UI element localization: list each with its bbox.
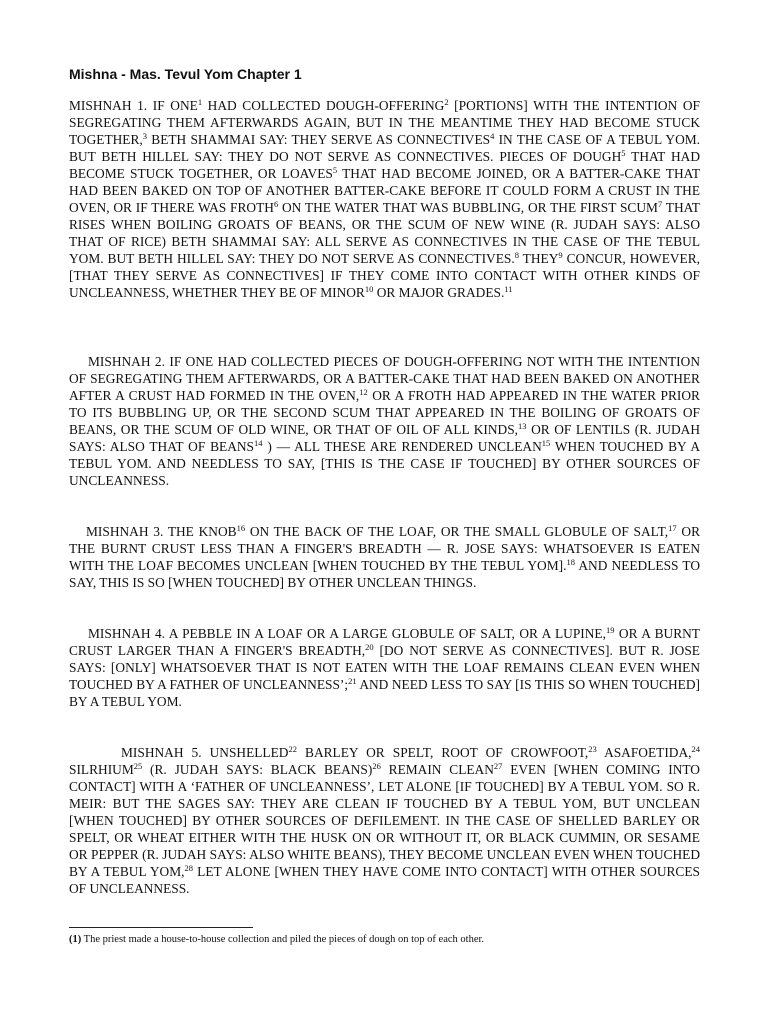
footnote-reference: 19 (605, 625, 615, 635)
footnote-divider (69, 927, 253, 928)
paragraph-text: MISHNAH 1. IF ONE (69, 98, 198, 113)
paragraph-text: HAD COLLECTED DOUGH-OFFERING (202, 98, 445, 113)
footnote-reference: 24 (691, 744, 700, 754)
footnote-text: The priest made a house-to-house collection and piled the pieces of dough on top of each other. (81, 934, 485, 945)
paragraph-text: THAT HAD BECOME JOINED, OR A BATTER-CAKE THAT HAD BEEN BAKED ON TOP OF ANOTHER BATTER-CAKE BEFORE IT COULD FORM A CRUST IN THE OVEN, OR IF THERE WAS FROTH (69, 166, 700, 215)
paragraph-text: THAT HAD BECOME STUCK TOGETHER, OR LOAVES (69, 149, 701, 181)
paragraph-text: ) — ALL THESE ARE RENDERED UNCLEAN (262, 439, 542, 454)
paragraph-text: EVEN [WHEN COMING INTO CONTACT] WITH A ‘FATHER OF UNCLEANNESS’, LET ALONE [IF TOUCHED] BY A TEBUL YOM. SO R. MEIR: BUT THE SAGES SAY: THEY ARE CLEAN IF TOUCHED BY A TEBUL YOM, BUT UNCLEAN [WHEN TOUCHED] BY OTHER SOURCES OF DEFILEMENT. IN THE CASE OF SHELLED BARLEY OR SPELT, OR WHEAT EITHER WITH THE HUSK ON OR WITHOUT IT, OR BLACK CUMMIN, OR SESAME OR PEPPER (R. JUDAH SAYS: ALSO WHITE BEANS), THEY BECOME UNCLEAN EVEN WHEN TOUCHED BY A TEBUL YOM, (69, 762, 700, 879)
footnote-reference: 2 (444, 97, 449, 107)
footnote-reference: 14 (254, 438, 263, 448)
paragraph-text: BARLEY OR SPELT, ROOT OF CROWFOOT, (296, 745, 589, 760)
paragraph-text: ON THE BACK OF THE LOAF, OR THE SMALL GLOBULE OF SALT, (245, 524, 669, 539)
mishnah-4-paragraph (69, 625, 700, 710)
footnote-reference: 4 (490, 131, 495, 141)
footnote-reference: 15 (541, 438, 551, 448)
footnote-reference: 3 (142, 131, 148, 141)
mishnah-3-paragraph (69, 523, 700, 591)
page-title: Mishna - Mas. Tevul Yom Chapter 1 (69, 66, 302, 82)
paragraph-text: AND NEED LESS TO SAY [IS THIS SO WHEN TOUCHED] BY A TEBUL YOM. (69, 677, 700, 709)
footnote-reference: 9 (558, 250, 563, 260)
paragraph-text: (R. JUDAH SAYS: BLACK BEANS) (142, 762, 373, 777)
paragraph-text: THAT RISES WHEN BOILING GROATS OF BEANS, OR THE SCUM OF NEW WINE (R. JUDAH SAYS: ALSO THAT OF RICE) BETH SHAMMAI SAY: ALL SERVE AS CONNECTIVES IN THE CASE OF THE TEBUL YOM. BUT BETH HILLEL SAY: THEY DO NOT SERVE AS CONNECTIVES. (69, 200, 700, 266)
footnote-reference: 5 (332, 165, 338, 175)
paragraph-text: OR THE BURNT CRUST LESS THAN A FINGER'S BREADTH — R. JOSE SAYS: WHATSOEVER IS EATEN WITH THE LOAF BECOMES UNCLEAN [WHEN TOUCHED BY THE TEBUL YOM]. (69, 524, 701, 573)
footnote-reference: 1 (197, 97, 203, 107)
footnote-reference: 8 (514, 250, 519, 260)
footnote-reference: 25 (133, 761, 143, 771)
mishnah-1-paragraph (69, 97, 700, 301)
paragraph-text: MISHNAH 3. THE KNOB (86, 524, 237, 539)
footnote-reference: 6 (273, 199, 279, 209)
footnote-reference: 26 (372, 761, 381, 771)
paragraph-text: OR OF LENTILS (R. JUDAH SAYS: ALSO THAT OF BEANS (69, 422, 700, 454)
footnote-reference: 13 (518, 421, 527, 431)
paragraph-text: OR MAJOR GRADES. (373, 285, 505, 300)
paragraph-text: REMAIN CLEAN (380, 762, 494, 777)
mishnah-5-paragraph (69, 744, 700, 897)
paragraph-text: WHEN TOUCHED BY A TEBUL YOM. AND NEEDLESS TO SAY, [THIS IS THE CASE IF TOUCHED] BY OTHER SOURCES OF UNCLEANNESS. (69, 439, 700, 488)
footnote-reference: 21 (348, 676, 357, 686)
paragraph-text: MISHNAH 4. A PEBBLE IN A LOAF OR A LARGE GLOBULE OF SALT, OR A LUPINE, (88, 626, 606, 641)
paragraph-text: OR A FROTH HAD APPEARED IN THE WATER PRIOR TO ITS BUBBLING UP, OR THE SECOND SCUM THAT APPEARED IN THE BOILING OF GROATS OF BEANS, OR THE SCUM OF OLD WINE, OR THAT OF OIL OF ALL KINDS, (69, 388, 700, 437)
footnote-reference: 5 (621, 148, 626, 158)
paragraph-text: AND NEEDLESS TO SAY, THIS IS SO [WHEN TOUCHED] BY OTHER UNCLEAN THINGS. (69, 558, 700, 590)
footnote-marker: (1) (69, 934, 82, 945)
paragraph-text: THEY (518, 251, 559, 266)
footnote-reference: 11 (504, 284, 513, 294)
paragraph-text: SILRHIUM (69, 762, 134, 777)
paragraph-text: OR A BURNT CRUST LARGER THAN A FINGER'S BREADTH, (69, 626, 700, 658)
footnote-reference: 28 (184, 863, 193, 873)
footnote-reference: 18 (566, 557, 575, 567)
footnote (69, 933, 484, 946)
paragraph-text: ON THE WATER THAT WAS BUBBLING, OR THE FIRST SCUM (278, 200, 658, 215)
paragraph-text: ASAFOETIDA, (596, 745, 692, 760)
paragraph-text: MISHNAH 5. UNSHELLED (121, 745, 289, 760)
footnote-reference: 10 (364, 284, 374, 294)
paragraph-text: BETH SHAMMAI SAY: THEY SERVE AS CONNECTIVES (147, 132, 491, 147)
footnote-reference: 16 (236, 523, 246, 533)
paragraph-text: CONCUR, HOWEVER, [THAT THEY SERVE AS CONNECTIVES] IF THEY COME INTO CONTACT WITH OTHER KINDS OF UNCLEANNESS, WHETHER THEY BE OF MINOR (69, 251, 700, 300)
paragraph-text: LET ALONE [WHEN THEY HAVE COME INTO CONTACT] WITH OTHER SOURCES OF UNCLEANNESS. (69, 864, 700, 896)
footnote-reference: 27 (493, 761, 503, 771)
paragraph-text: MISHNAH 2. IF ONE HAD COLLECTED PIECES OF DOUGH-OFFERING NOT WITH THE INTENTION OF SEGREGATING THEM AFTERWARDS, OR A BATTER-CAKE THAT HAD BEEN BAKED ON ANOTHER AFTER A CRUST HAD FORMED IN THE OVEN, (69, 354, 700, 403)
paragraph-text: [DO NOT SERVE AS CONNECTIVES]. BUT R. JOSE SAYS: [ONLY] WHATSOEVER THAT IS NOT EATEN WITH THE LOAF REMAINS CLEAN EVEN WHEN TOUCHED BY A FATHER OF UNCLEANNESS’; (69, 643, 700, 692)
footnote-reference: 17 (668, 523, 677, 533)
footnote-reference: 7 (657, 199, 663, 209)
paragraph-text: IN THE CASE OF A TEBUL YOM. BUT BETH HILLEL SAY: THEY DO NOT SERVE AS CONNECTIVES. PIECES OF DOUGH (69, 132, 700, 164)
paragraph-text: [PORTIONS] WITH THE INTENTION OF SEGREGATING THEM AFTERWARDS AGAIN, BUT IN THE MEANTIME THEY HAD BECOME STUCK TOGETHER, (69, 98, 700, 147)
footnote-reference: 22 (288, 744, 297, 754)
footnote-reference: 23 (588, 744, 597, 754)
mishnah-2-paragraph (69, 353, 700, 489)
footnote-reference: 12 (359, 387, 368, 397)
footnote-reference: 20 (365, 642, 374, 652)
